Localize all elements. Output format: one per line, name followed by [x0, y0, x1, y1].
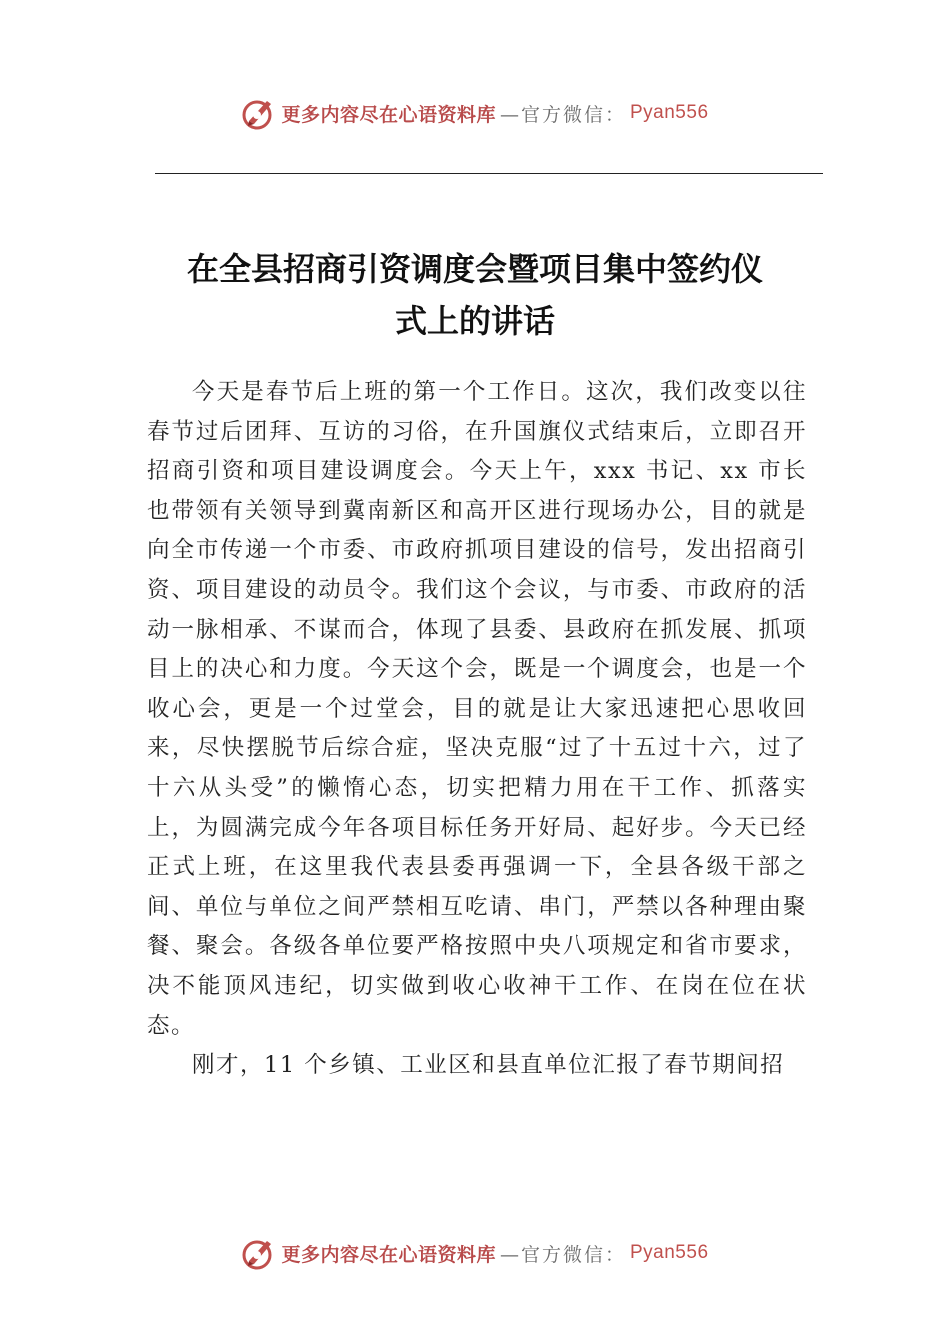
document-title [140, 243, 810, 347]
pen-circle-logo-icon [241, 1235, 277, 1271]
paragraph-2: 刚才，11 个乡镇、工业区和县直单位汇报了春节期间招 [192, 1052, 785, 1079]
watermark-official-label: —官方微信： [499, 1243, 626, 1266]
watermark-wechat-id: Pyan556 [630, 102, 709, 123]
footer-watermark [0, 1235, 950, 1271]
watermark-main-text: 更多内容尽在心语资料库 [281, 1243, 496, 1266]
watermark-official-label: —官方微信： [499, 103, 626, 126]
header-watermark [0, 95, 950, 131]
header-divider [155, 173, 823, 174]
pen-circle-logo-icon [241, 95, 277, 131]
title-line-2: 式上的讲话 [394, 302, 555, 340]
title-line-1: 在全县招商引资调度会暨项目集中签约仪 [186, 250, 763, 288]
watermark-wechat-id: Pyan556 [630, 1242, 709, 1263]
watermark-main-text: 更多内容尽在心语资料库 [281, 103, 496, 126]
document-body [147, 373, 807, 1086]
paragraph-1: 今天是春节后上班的第一个工作日。这次，我们改变以往春节过后团拜、互访的习俗，在升国旗仪式结束后，立即召开招商引资和项目建设调度会。今天上午，xxx 书记、xx 市长也带领有关领导到冀南新区和高开区进行现场办公，目的就是向全市传递一个市委、市政府抓项目建设的信号，发出招商引资、项目建设的动员令。我们这个会议，与市委、市政府的活动一脉相承、不谋而合，体现了县委、县政府在抓发展、抓项目上的决心和力度。今天这个会，既是一个调度会，也是一个收心会，更是一个过堂会，目的就是让大家迅速把心思收回来，尽快摆脱节后综合症，坚决克服“过了十五过十六，过了十六从头受”的懒惰心态，切实把精力用在干工作、抓落实上，为圆满完成今年各项目标任务开好局、起好步。今天已经正式上班，在这里我代表县委再强调一下，全县各级干部之间、单位与单位之间严禁相互吃请、串门，严禁以各种理由聚餐、聚会。各级各单位要严格按照中央八项规定和省市要求，决不能顶风违纪，切实做到收心收神干工作、在岗在位在状态。 [147, 379, 807, 1039]
